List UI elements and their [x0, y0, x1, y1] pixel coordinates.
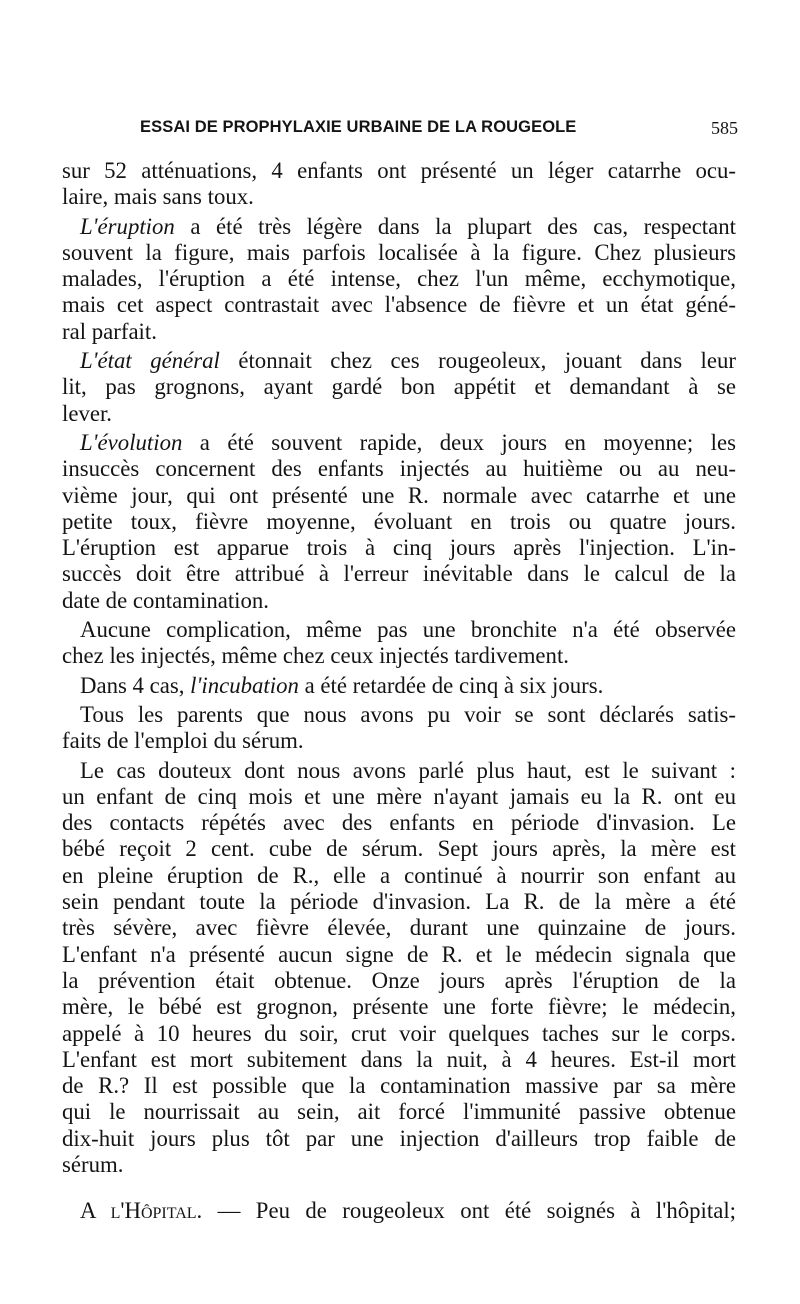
paragraph — [62, 673, 736, 699]
section-start — [62, 1198, 736, 1224]
text-line: insuccès concernent des enfants injectés au huitième ou au neu- — [62, 456, 736, 482]
emphasis-term: L'état général — [80, 348, 220, 374]
text-line: en pleine éruption de R., elle a continué à nourrir son enfant au — [62, 862, 736, 888]
running-title: ESSAI DE PROPHYLAXIE URBAINE DE LA ROUGEOLE — [140, 118, 577, 136]
paragraph — [62, 214, 736, 345]
text-line: appelé à 10 heures du soir, crut voir quelques taches sur le corps. — [62, 1020, 736, 1046]
text-line: de R.? Il est possible que la contamination massive par sa mère — [62, 1073, 736, 1099]
text-line: Aucune complication, même pas une bronchite n'a été observée — [80, 617, 736, 643]
text-line: L'évolution a été souvent rapide, deux jours en moyenne; les — [80, 429, 736, 455]
text-line: Tous les parents que nous avons pu voir se sont déclarés satis- — [80, 701, 736, 727]
text-line: la prévention était obtenue. Onze jours après l'éruption de la — [62, 967, 736, 993]
text-line: lit, pas grognons, ayant gardé bon appétit et demandant à se — [62, 374, 736, 400]
text-line: ral parfait. — [62, 318, 157, 344]
text-line: date de contamination. — [62, 587, 269, 613]
text-line: lever. — [62, 400, 113, 426]
emphasis-term: L'éruption — [80, 213, 175, 239]
text-line: sur 52 atténuations, 4 enfants ont présenté un léger catarrhe ocu- — [62, 158, 736, 183]
emphasis-term: l'incubation — [190, 672, 299, 698]
text-line: qui le nourrissait au sein, ait forcé l'immunité passive obtenue — [62, 1099, 736, 1125]
text-line: dix-huit jours plus tôt par une injection d'ailleurs trop faible de — [62, 1125, 736, 1151]
text-line: L'éruption est apparue trois à cinq jours après l'injection. L'in- — [62, 535, 736, 561]
paragraph — [62, 758, 736, 1179]
text-line: Le cas douteux dont nous avons parlé plus haut, est le suivant : — [80, 757, 736, 783]
text-line: bébé reçoit 2 cent. cube de sérum. Sept jours après, la mère est — [62, 836, 736, 862]
text-line: un enfant de cinq mois et une mère n'ayant jamais eu la R. ont eu — [62, 783, 736, 809]
paragraph — [62, 430, 736, 614]
running-head — [62, 118, 738, 140]
text-line: très sévère, avec fièvre élevée, durant une quinzaine de jours. — [62, 915, 736, 941]
text-line: mais cet aspect contrastait avec l'absence de fièvre et un état géné- — [62, 292, 736, 318]
text-line: L'état général étonnait chez ces rougeoleux, jouant dans leur — [80, 348, 736, 374]
text-line: petite toux, fièvre moyenne, évoluant en trois ou quatre jours. — [62, 508, 736, 534]
page-number: 585 — [711, 118, 738, 138]
text-line: mère, le bébé est grognon, présente une forte fièvre; le médecin, — [62, 994, 736, 1020]
text-line: laire, mais sans toux. — [62, 184, 254, 210]
emphasis-term: L'évolution — [80, 429, 183, 455]
text-line: L'éruption a été très légère dans la plupart des cas, respectant — [80, 213, 736, 239]
text-line: chez les injectés, même chez ceux injectés tardivement. — [62, 643, 569, 669]
text-line: des contacts répétés avec des enfants en période d'invasion. Le — [62, 810, 736, 836]
paragraph — [62, 702, 736, 755]
text-line: Dans 4 cas, l'incubation a été retardée de cinq à six jours. — [80, 672, 604, 698]
text-line: malades, l'éruption a été intense, chez l'un même, ecchymotique, — [62, 266, 736, 292]
text-line: faits de l'emploi du sérum. — [62, 728, 304, 754]
text-line: sérum. — [62, 1151, 124, 1177]
body-text — [62, 158, 736, 1225]
text-line: A l'Hôpital. — Peu de rougeoleux ont été soignés à l'hôpital; — [80, 1198, 737, 1224]
paragraph — [62, 158, 736, 211]
text-line: sein pendant toute la période d'invasion. La R. de la mère a été — [62, 889, 736, 915]
text-line: souvent la figure, mais parfois localisée à la figure. Chez plusieurs — [62, 239, 736, 265]
text-line: succès doit être attribué à l'erreur inévitable dans le calcul de la — [62, 561, 736, 587]
text-line: L'enfant n'a présenté aucun signe de R. et le médecin signala que — [62, 941, 736, 967]
section-heading: l'Hôpital. — [110, 1198, 203, 1224]
paragraph — [62, 348, 736, 427]
text-line: vième jour, qui ont présenté une R. normale avec catarrhe et une — [62, 482, 736, 508]
paragraph — [62, 617, 736, 670]
text-line: L'enfant est mort subitement dans la nuit, à 4 heures. Est-il mort — [62, 1046, 736, 1072]
